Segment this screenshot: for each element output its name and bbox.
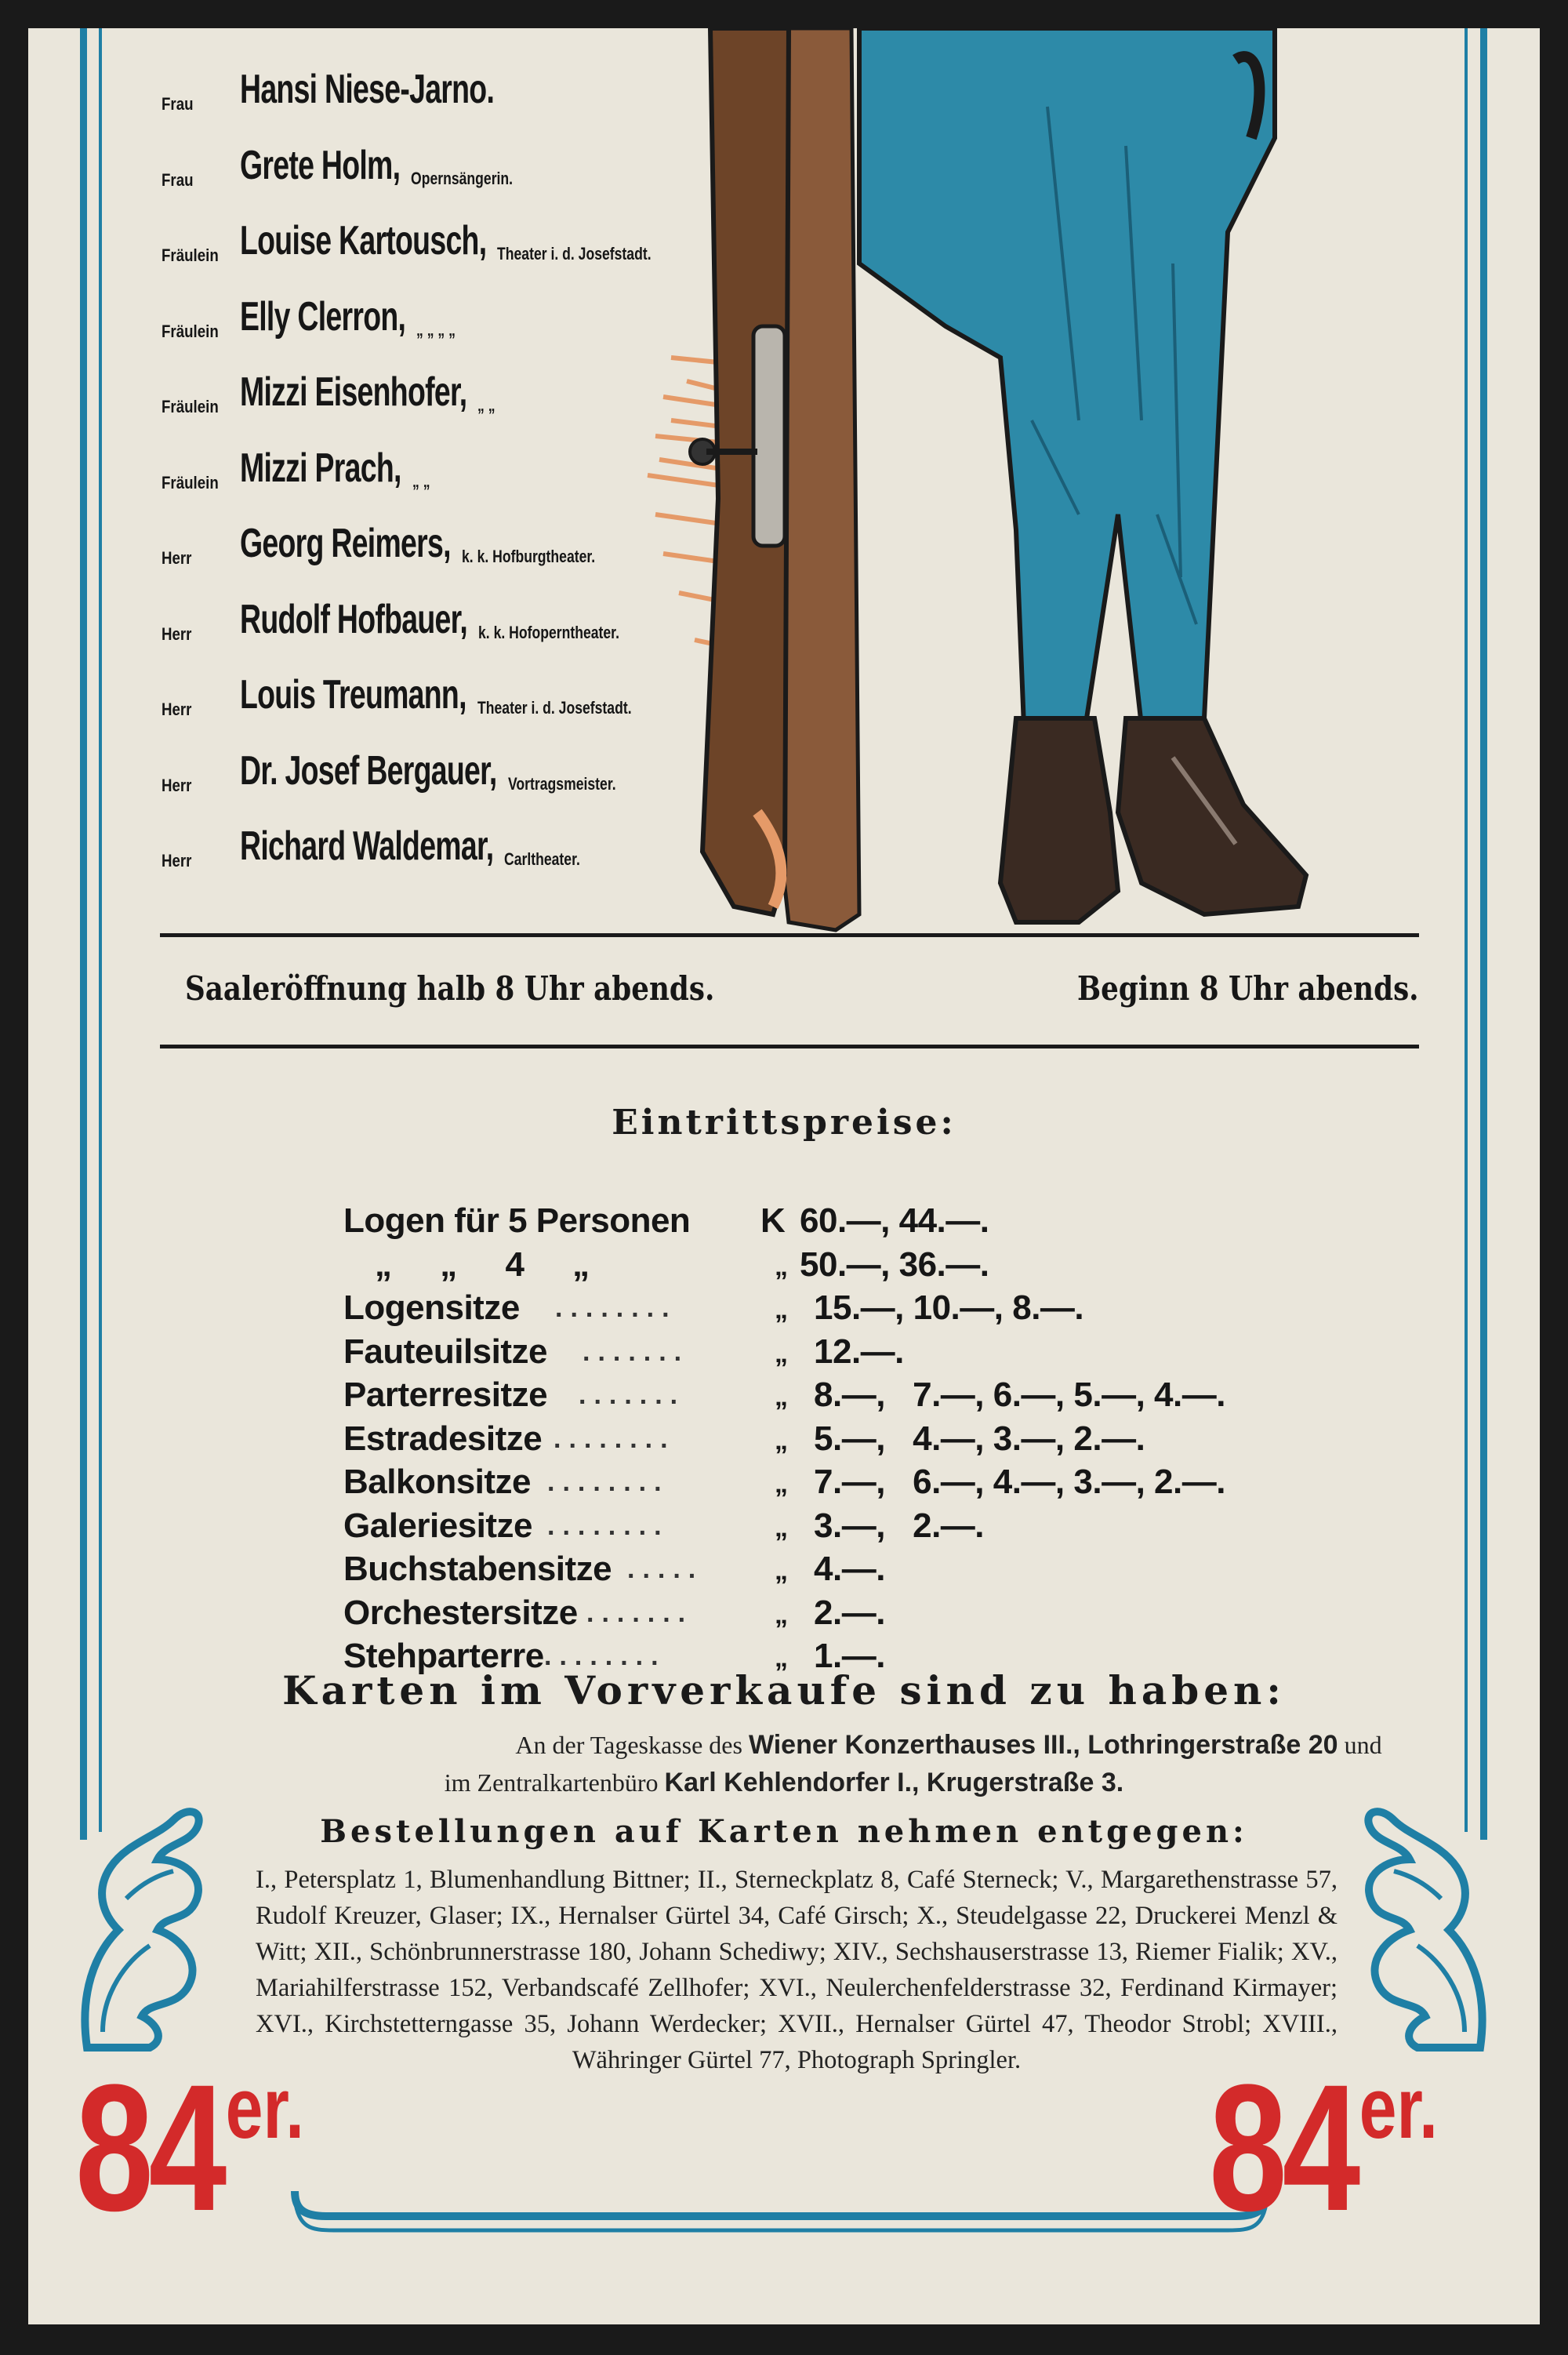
price-values: 60.—, 44.—. [800,1201,989,1240]
left-border-outer [80,28,87,1840]
right-border-outer [1480,28,1487,1840]
performer-title: Herr [162,548,192,568]
price-category: Estradesitze [343,1419,543,1458]
currency-mark: „ [775,1512,788,1543]
right-border-inner [1465,28,1468,1832]
price-values: 15.—, 10.—, 8.—. [814,1288,1084,1327]
performer-name: Hansi Niese-Jarno. [240,67,495,112]
performer-title: Frau [162,94,194,114]
performer-name: Mizzi Eisenhofer, [240,369,467,415]
price-category: Buchstabensitze [343,1550,612,1588]
currency-mark: „ [775,1643,788,1673]
price-values: 50.—, 36.—. [800,1245,989,1284]
leader-dots: ........ [554,1423,676,1454]
presale-line-1-venue: Wiener Konzerthauses III., Lothringerstraße 20 [748,1730,1338,1760]
performer-venue: Carltheater. [504,849,581,869]
performer-venue: Opernsängerin. [411,168,514,188]
prices-heading: Eintrittspreise: [612,1103,956,1143]
performer-venue: „ „ [477,395,495,415]
currency-mark: „ [775,1382,788,1412]
leader-dots: ....... [579,1380,686,1410]
performer-title: Fräulein [162,321,219,341]
price-values: 5.—, 4.—, 3.—, 2.—. [814,1419,1145,1458]
performer-title: Herr [162,623,192,644]
presale-line-2 [28,1768,1540,1798]
currency-mark: „ [775,1251,788,1281]
leader-dots: ........ [547,1510,670,1541]
presale-line-2-intro: im Zentralkartenbüro [444,1768,659,1797]
bottom-rule [160,1045,1419,1048]
currency-mark: „ [775,1295,788,1325]
currency-mark: K [760,1201,786,1240]
price-category: „ „ 4 „ [375,1245,590,1284]
currency-mark: „ [775,1425,788,1456]
price-category: Logen für 5 Personen [343,1201,691,1240]
leader-dots: ........ [555,1293,677,1323]
performer-name: Mizzi Prach, [240,445,401,491]
price-values: 7.—, 6.—, 4.—, 3.—, 2.—. [814,1463,1225,1501]
currency-mark: „ [775,1556,788,1586]
currency-mark: „ [775,1599,788,1630]
price-category: Balkonsitze [343,1463,532,1501]
performer-title: Herr [162,851,192,870]
regiment-number: 84 [75,2047,223,2248]
performer-venue: „ „ [412,471,430,491]
performer-title: Fräulein [162,397,219,416]
doors-open-text: Saaleröffnung halb 8 Uhr abends. [185,969,715,1008]
performer-title: Herr [162,775,192,795]
leader-dots: ........ [547,1467,670,1497]
performer-name: Louise Kartousch, [240,218,487,263]
price-values: 1.—. [814,1637,885,1675]
price-values: 2.—. [814,1593,885,1632]
performer-venue: Vortragsmeister. [507,773,616,794]
performer-venue: „ „ „ „ [416,319,456,340]
performer-name: Dr. Josef Bergauer, [240,747,497,794]
presale-line-1 [193,1730,1540,1761]
price-values: 3.—, 2.—. [814,1506,985,1545]
regiment-suffix: er. [225,2060,304,2157]
performer-name: Elly Clerron, [240,293,406,340]
performer-name: Georg Reimers, [240,521,451,566]
currency-mark: „ [775,1338,788,1368]
regiment-suffix: er. [1359,2060,1438,2157]
price-category: Orchestersitze [343,1593,578,1632]
regiment-number: 84 [1209,2047,1356,2248]
performer-title: Frau [162,169,194,190]
soldier-illustration [577,28,1345,938]
performer-venue: k. k. Hofoperntheater. [478,622,620,642]
poster [28,28,1540,2324]
performer-name: Grete Holm, [240,142,401,188]
left-border-inner [99,28,102,1832]
leader-dots: ....... [586,1597,694,1628]
regiment-number-left [75,2047,304,2248]
presale-line-2-venue: Karl Kehlendorfer I., Krugerstraße 3. [664,1768,1124,1797]
performer-venue: k. k. Hofburgtheater. [461,547,595,566]
performer-title: Fräulein [162,245,219,265]
top-rule [160,933,1419,937]
price-category: Parterresitze [343,1376,548,1414]
performer-venue: Theater i. d. Josefstadt. [497,244,652,263]
orders-text: I., Petersplatz 1, Blumenhandlung Bittner; II., Sterneckplatz 8, Café Sterneck; V., Margarethenstrasse 57, Rudolf Kreuzer, Glaser; IX., Hernalser Gürtel 34, Café Girsch; X., Steudelgasse 22, Druckerei Menzl & Witt; XII., Schönbrunnerstrasse 180, Johann Schediwy; XIV., Sechshauserstrasse 13, Riemer Fialik; XV., Mariahilferstrasse 152, Verbandscafé Zellhofer; XVI., Neulerchenfelderstrasse 32, Ferdinand Kirmayer; XVI., Kirchstetterngasse 35, Johann Werdecker; XVII., Hernalser Gürtel 47, Theodor Strobl; XVIII., Währinger Gürtel 77, Photograph Springler. [256,1866,1338,2074]
performer-name: Rudolf Hofbauer, [240,596,468,642]
performer-title: Herr [162,700,192,719]
presale-line-1-intro: An der Tageskasse des [515,1731,742,1759]
bottom-border-ornament [279,2185,1283,2240]
leader-dots: ....... [583,1336,690,1367]
price-category: Galeriesitze [343,1506,533,1545]
start-time-text: Beginn 8 Uhr abends. [1077,969,1419,1008]
leader-dots: ..... [627,1554,704,1584]
performer-name: Richard Waldemar, [240,823,494,869]
regiment-number-right [1209,2047,1438,2248]
price-category: Stehparterre [343,1637,544,1675]
presale-heading: Karten im Vorverkaufe sind zu haben: [282,1667,1286,1714]
presale-line-1-and: und [1344,1731,1382,1759]
performer-name: Louis Treumann, [240,672,466,718]
orders-heading: Bestellungen auf Karten nehmen entgegen: [320,1813,1248,1850]
currency-mark: „ [775,1469,788,1499]
price-values: 12.—. [814,1332,904,1371]
leader-dots: ........ [544,1641,666,1671]
performer-title: Fräulein [162,472,219,492]
performer-venue: Theater i. d. Josefstadt. [477,698,632,718]
price-values: 4.—. [814,1550,885,1588]
price-values: 8.—, 7.—, 6.—, 5.—, 4.—. [814,1376,1225,1414]
price-category: Logensitze [343,1288,520,1327]
price-category: Fauteuilsitze [343,1332,547,1371]
